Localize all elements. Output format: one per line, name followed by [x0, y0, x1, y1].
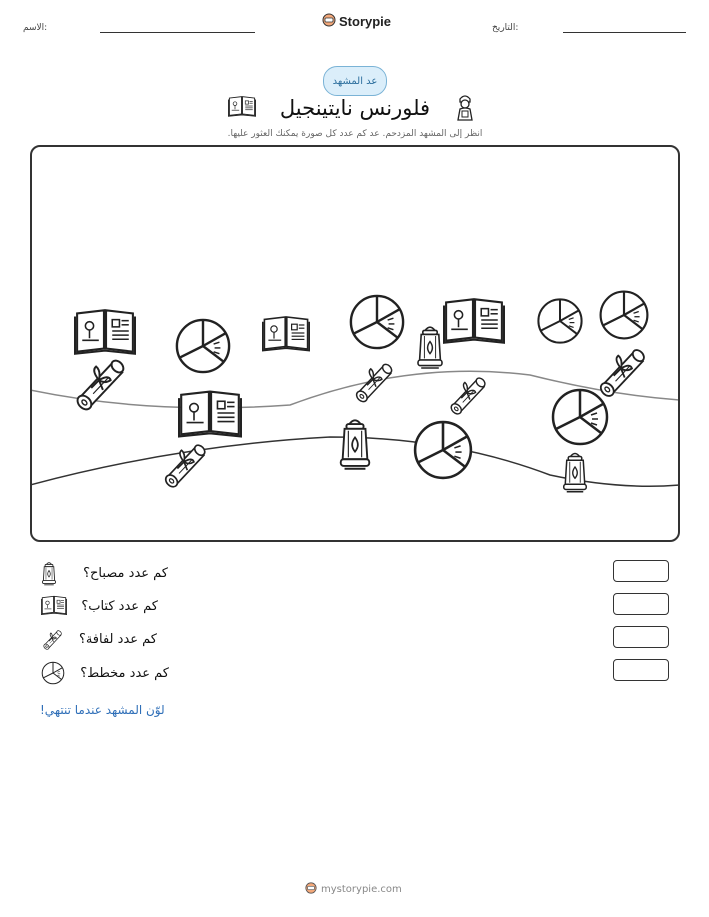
- book-icon: [228, 95, 256, 121]
- scroll-item: [163, 443, 206, 489]
- pie-chart-icon: [41, 661, 65, 689]
- brand-logo: [322, 12, 391, 31]
- answer-box-pie-chart[interactable]: [613, 659, 669, 681]
- book-icon: [41, 595, 67, 619]
- name-label: الاسم:: [23, 23, 48, 33]
- answer-box-scroll[interactable]: [613, 626, 669, 648]
- pie-chart-item: [415, 422, 471, 478]
- question-pie-chart: كم عدد مخطط؟: [80, 666, 169, 681]
- lantern-item: [341, 420, 370, 468]
- site-footer[interactable]: [305, 881, 402, 898]
- question-scroll: كم عدد لفافة؟: [78, 632, 157, 647]
- scroll-icon: [40, 627, 64, 657]
- color-instruction: لوّن المشهد عندما تنتهي!: [40, 703, 165, 717]
- pie-chart-item: [351, 296, 403, 348]
- book-item: [444, 299, 504, 342]
- name-line[interactable]: [100, 32, 255, 33]
- book-item: [263, 317, 309, 351]
- question-lantern: كم عدد مصباح؟: [83, 566, 168, 581]
- pie-chart-item: [601, 292, 648, 339]
- answer-box-lantern[interactable]: [613, 560, 669, 582]
- site-url: mystorypie.com: [321, 884, 402, 895]
- answer-box-book[interactable]: [613, 593, 669, 615]
- scroll-item: [598, 348, 646, 399]
- page-title: فلورنس نايتينجيل: [279, 96, 431, 120]
- question-book: كم عدد كتاب؟: [81, 599, 158, 614]
- counting-scene[interactable]: [30, 145, 680, 542]
- storypie-mascot-icon: [305, 881, 317, 898]
- brand-name: Storypie: [339, 14, 392, 29]
- pie-chart-item: [177, 320, 229, 372]
- activity-badge: عد المشهد: [323, 66, 387, 96]
- lantern-icon: [40, 561, 58, 591]
- date-label: التاريخ:: [492, 23, 519, 33]
- book-item: [179, 392, 241, 437]
- nurse-icon: [454, 93, 476, 125]
- scroll-item: [449, 376, 486, 416]
- pie-chart-item: [553, 390, 607, 444]
- instructions: انظر إلى المشهد المزدحم. عد كم عدد كل صورة يمكنك العثور عليها.: [227, 129, 483, 139]
- date-line[interactable]: [563, 32, 686, 33]
- lantern-item: [418, 327, 442, 368]
- book-item: [75, 310, 135, 353]
- pie-chart-item: [538, 299, 581, 342]
- storypie-mascot-icon: [322, 12, 336, 31]
- lantern-item: [564, 454, 587, 492]
